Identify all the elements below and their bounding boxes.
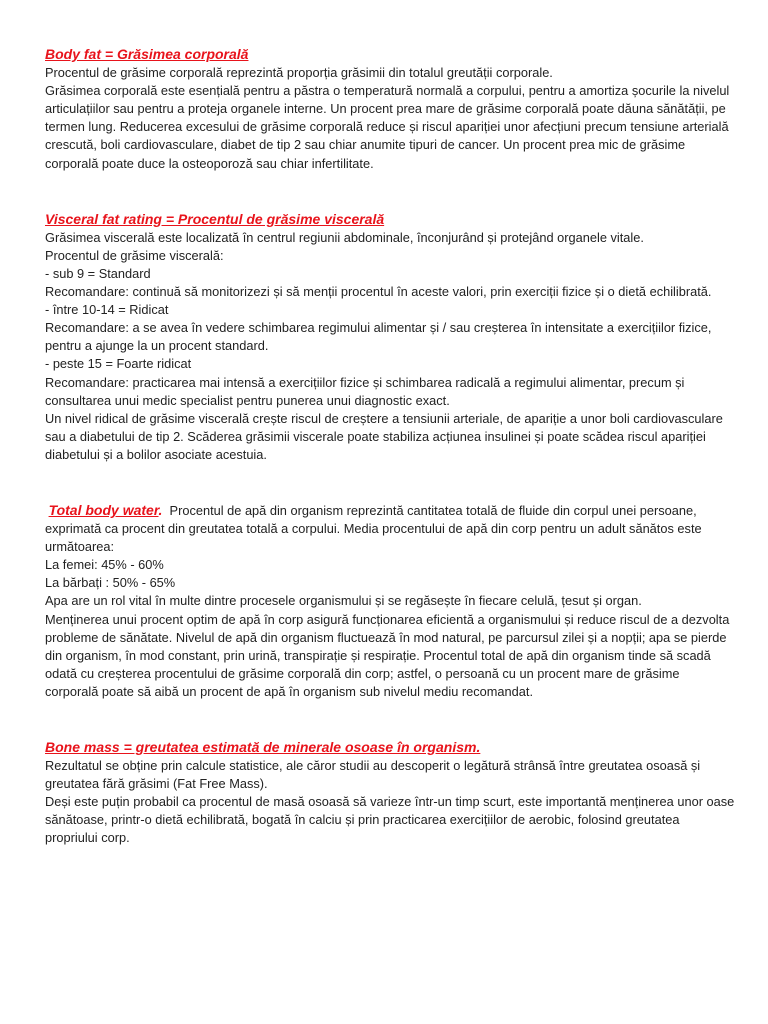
paragraph [45,501,735,556]
paragraph: Procentul de grăsime corporală reprezintă proporția grăsimii din totalul greutății corporale. [45,65,553,81]
paragraph: Rezultatul se obține prin calcule statistice, ale căror studii au descoperit o legătură strânsă între greutatea osoasă și greutatea fără grăsimi (Fat Free Mass). [45,758,701,792]
section-heading-body-fat: Body fat = Grăsimea corporală [45,46,249,62]
spacer [45,173,735,210]
section-heading-total-body-water: Total body water [48,501,159,518]
paragraph: Recomandare: a se avea în vedere schimbarea regimului alimentar și / sau creșterea în intensitate a exercițiilor fizice, pentru a ajunge la un procent standard. [45,320,712,354]
section-visceral-fat [45,210,735,464]
spacer [45,701,735,738]
section-heading-bone-mass: Bone mass = greutatea estimată de minerale osoase în organism [45,739,477,755]
list-item: - peste 15 = Foarte ridicat [45,356,192,372]
section-bone-mass [45,738,735,848]
section-heading-visceral-fat: Visceral fat rating = Procentul de grăsime viscerală [45,210,385,227]
intro-text: Procentul de apă din organism reprezintă cantitatea totală de fluide din corpul unei persoane, exprimată ca procent din greutatea totală a corpului. Media procentului de apă din corp pentru un adult sănătos este următoarea: [45,502,702,555]
paragraph: Recomandare: practicarea mai intensă a exercițiilor fizice și schimbarea radicală a regimului alimentar, precum și consultarea unui medic specialist pentru punerea unui diagnostic exact. [45,374,685,408]
paragraph: Apa are un rol vital în multe dintre procesele organismului și se regăsește în fiecare celulă, țesut și organ. [45,593,642,609]
paragraph: Menținerea unui procent optim de apă în corp asigură funcționarea eficientă a organismului și reduce riscul de a dezvolta probleme de sănătate. Nivelul de apă din organism fluctuează în mod natural, pe parcursul zilei și a nopții; apa se pierde din organism, în mod constant, prin urină, transpirație și respirație. Procentul total de apă din organism tinde să scadă odată cu creșterea procentului de grăsime corporală din corp; astfel, o persoană cu un procent mare de grăsime corporală poate să aibă un procent de apă în organism sub nivelul mediu recomandat. [45,611,730,699]
document-page [45,45,735,848]
heading-suffix: . [476,739,481,755]
paragraph: Grăsimea viscerală este localizată în centrul regiunii abdominale, înconjurând și protejând organele vitale. [45,229,644,245]
paragraph: Recomandare: continuă să monitorizezi și să menții procentul în aceste valori, prin exerciții fizice și o dietă echilibrată. [45,284,712,300]
section-total-body-water [45,501,735,701]
paragraph: Deși este puțin probabil ca procentul de masă osoasă să varieze într-un timp scurt, este importantă menținerea unor oase sănătoase, printr-o dietă echilibrată, bogată în calciu și prin practicarea exercițiilor de aerobic, folosind greutatea propriului corp. [45,794,735,846]
paragraph: Un nivel ridical de grăsime viscerală crește riscul de creștere a tensiunii arteriale, de apariție a unor boli cardiovasculare sau a diabetului de tip 2. Scăderea grăsimii viscerale poate stabiliza acțiunea insulinei și poate scădea riscul apariției diabetului și a bolilor asociate acestuia. [45,410,723,462]
heading-suffix: . [158,501,163,518]
list-item: - sub 9 = Standard [45,265,151,281]
list-item: La femei: 45% - 60% [45,557,164,573]
paragraph: Procentul de grăsime viscerală: [45,247,224,263]
section-body-fat [45,45,735,173]
paragraph: Grăsimea corporală este esențială pentru a păstra o temperatură normală a corpului, pentru a amortiza șocurile la nivelul articulațiilor sau pentru a proteja organele interne. Un procent prea mare de grăsime corporală poate dăuna sănătății, pe termen lung. Reducerea excesului de grăsime corporală reduce și riscul apariției unor afecțiuni precum tensiune arterială crescută, boli cardiovasculare, diabet de tip 2 sau chiar anumite tipuri de cancer. Un procent prea mic de grăsime corporală poate duce la osteoporoză sau chiar infertilitate. [45,83,730,171]
spacer [45,464,735,501]
list-item: La bărbați : 50% - 65% [45,575,176,591]
list-item: - între 10-14 = Ridicat [45,302,169,318]
